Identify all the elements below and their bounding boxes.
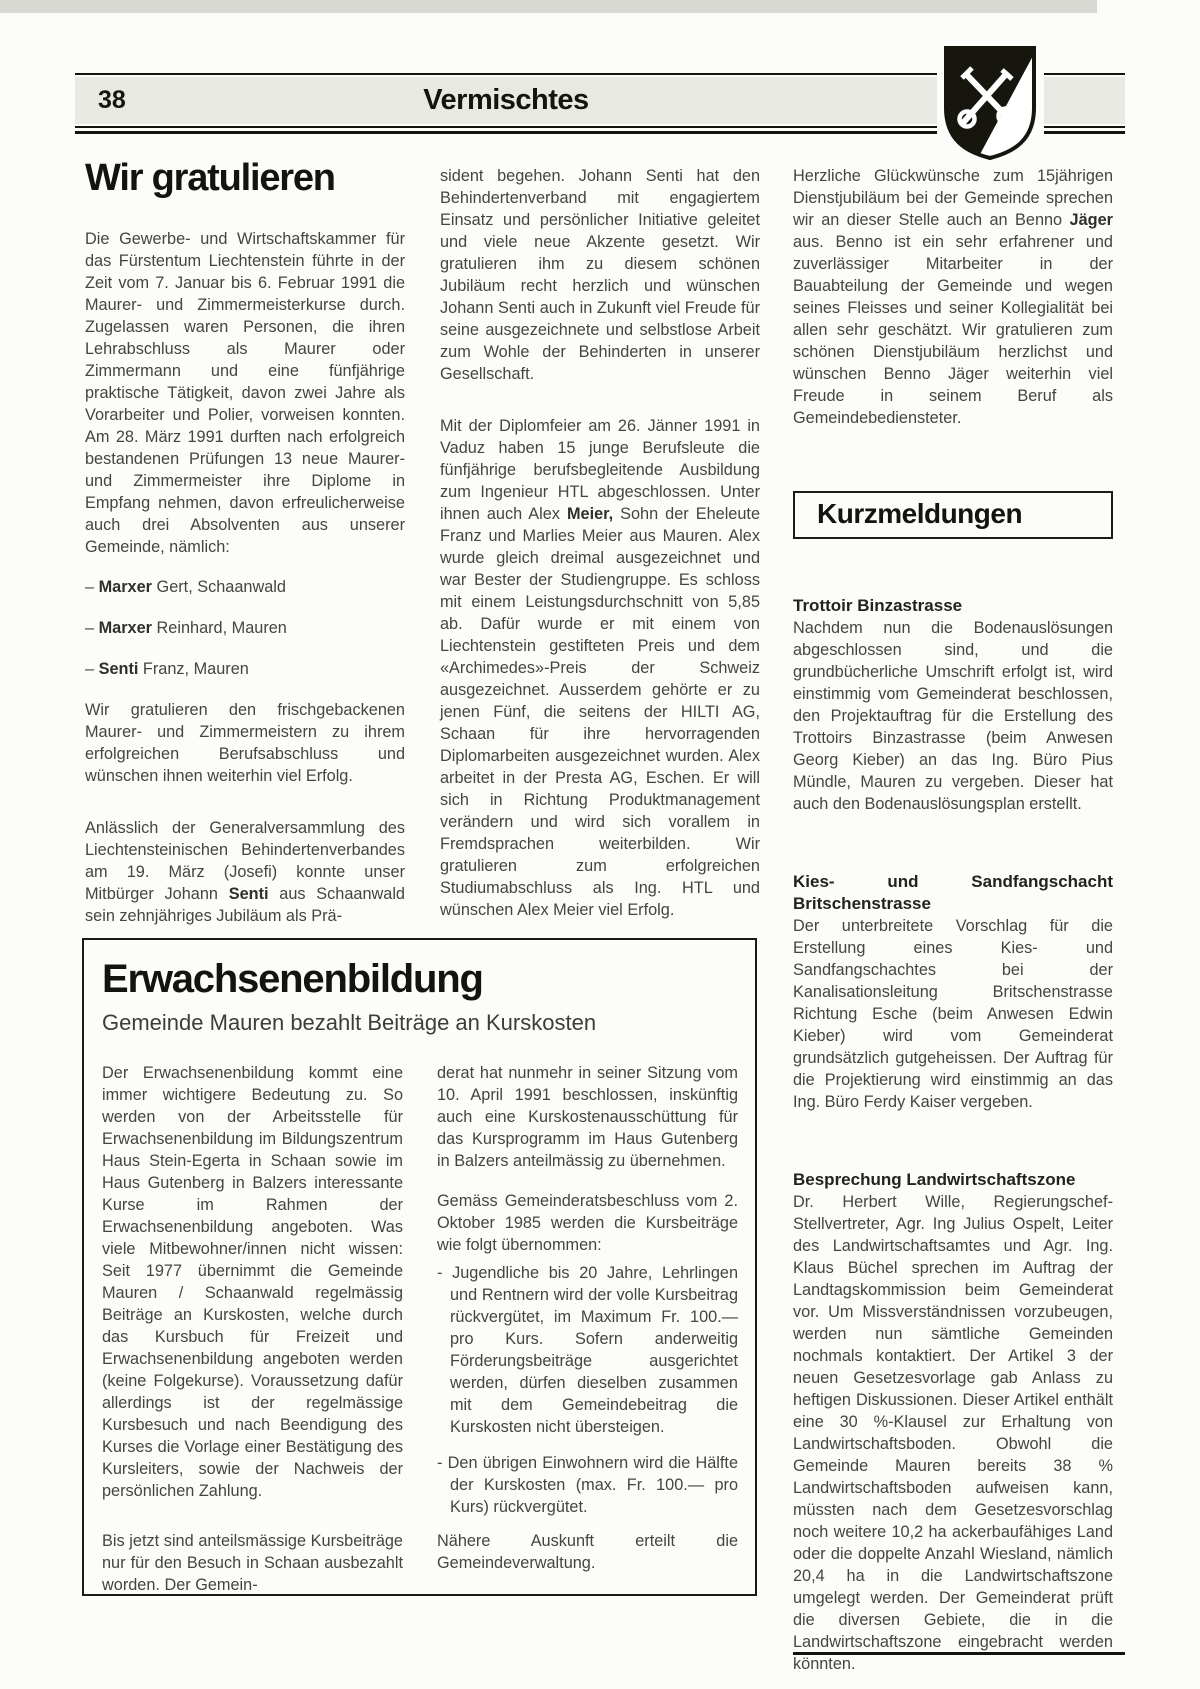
erwachsenenbildung-box	[82, 938, 757, 1596]
article-paragraph: Der Erwachsenenbildung kommt eine immer wichtigere Bedeutung zu. So werden von der Arbeitsstelle für Erwachsenenbildung im Bildungszentrum Haus Stein-Egerta in Schaan sowie im Haus Gutenberg in Balzers interessante Kurse im Rahmen der Erwachsenenbildung angeboten. Was viele Mitbewohner/innen nicht wissen: Seit 1977 übernimmt die Gemeinde Mauren / Schaanwald regelmässig Beiträge an Kurskosten, welche durch das Kursbuch für Freizeit und Erwachsenenbildung angeboten werden (keine Folgekurse). Voraussetzung dafür allerdings ist der regelmässige Kursbesuch und nach Beendigung des Kurses die Vorlage einer Bestätigung des Kursleiters, sowie der Nachweis der persönlichen Zahlung.	[102, 1064, 403, 1500]
article-paragraph: Herzliche Glückwünsche zum 15jährigen Dienstjubiläum bei der Gemeinde sprechen wir an dieser Stelle auch an Benno Jäger aus. Benno ist ein sehr erfahrener und zuverlässiger Mitarbeiter in der Bauabteilung der Gemeinde und wegen seines Fleisses und seiner Kollegialität bei allen sehr geschätzt. Wir gratulieren zum schönen Dienstjubiläum herzlichst und wünschen Benno Jäger weiterhin viel Freude in seinem Beruf als Gemeindebediensteter.	[793, 167, 1113, 427]
erwachsenenbildung-subtitle: Gemeinde Mauren bezahlt Beiträge an Kurskosten	[102, 1010, 597, 1035]
header-rule-bottom-thin-right	[1044, 126, 1125, 128]
bottom-rule	[793, 1652, 1125, 1655]
kurzmeldung-item	[793, 871, 1113, 1113]
header-rule-bottom-thick	[75, 131, 937, 134]
crossed-keys-shield-icon	[942, 44, 1038, 162]
kurzmeldung-heading: Trottoir Binzastrasse	[793, 596, 963, 615]
graduate-name: Marxer	[98, 619, 152, 637]
header-rule-bottom-thick-right	[1044, 131, 1125, 134]
erwachsenenbildung-title: Erwachsenenbildung	[102, 957, 483, 1001]
kurzmeldungen-title: Kurzmeldungen	[817, 498, 1023, 529]
column-2	[440, 165, 760, 921]
kurzmeldung-body: Nachdem nun die Bodenauslösungen abgeschlossen sind, und die grundbücherliche Umschrift erfolgt ist, wird einstimmig vom Gemeinderat beschlossen, den Projektauftrag für die Erstellung des Trottoirs Binzastrasse (beim Anwesen Georg Kieber) an das Ing. Büro Pius Mündle, Mauren zu vergeben. Dieser hat auch den Bodenauslösungsplan erstellt.	[793, 619, 1113, 813]
graduate-name: Senti	[98, 660, 139, 678]
graduate-rest: Reinhard, Mauren	[152, 619, 287, 637]
list-item: – Marxer Gert, Schaanwald	[85, 578, 286, 596]
article-paragraph: Bis jetzt sind anteilsmässige Kursbeiträge nur für den Besuch in Schaan ausbezahlt worden. Der Gemein-	[102, 1532, 403, 1594]
kurzmeldungen-box	[793, 491, 1113, 539]
kurzmeldung-heading: Besprechung Landwirtschaftszone	[793, 1170, 1076, 1189]
list-item: – Marxer Reinhard, Mauren	[85, 619, 287, 637]
article-paragraph: derat hat nunmehr in seiner Sitzung vom 10. April 1991 beschlossen, inskünftig auch eine Kurskostenausschüttung für das Kursprogramm im Haus Gutenberg in Balzers anteilmässig zu übernehmen.	[437, 1064, 738, 1170]
kurzmeldung-item	[793, 1169, 1113, 1675]
graduate-rest: Franz, Mauren	[138, 660, 249, 678]
list-item: - Jugendliche bis 20 Jahre, Lehrlingen und Rentnern wird der volle Kursbeitrag rückvergütet, im Maximum Fr. 100.— pro Kurs. Sofern anderweitig Förderungsbeiträge ausgerichtet werden, dürfen dieselben zusammen mit dem Gemeindebeitrag die Kurskosten nicht übersteigen.	[437, 1264, 738, 1436]
article-paragraph: Nähere Auskunft erteilt die Gemeindeverwaltung.	[437, 1532, 738, 1572]
bold-name: Senti	[228, 885, 269, 903]
graduate-name: Marxer	[98, 578, 152, 596]
kurzmeldung-item	[793, 595, 1113, 815]
graduates-list	[85, 576, 405, 680]
graduate-rest: Gert, Schaanwald	[152, 578, 286, 596]
article-paragraph: sident begehen. Johann Senti hat den Behindertenverband mit engagiertem Einsatz und persönlicher Initiative geleitet und viele neue Akzente gesetzt. Wir gratulieren ihm zu diesem schönen Jubiläum recht herzlich und wünschen Johann Senti auch in Zukunft viel Freude für seine ausgezeichnete und selbstlose Arbeit zum Wohle der Behinderten in unserer Gesellschaft.	[440, 167, 760, 383]
page-number: 38	[98, 86, 126, 114]
list-item: – Senti Franz, Mauren	[85, 660, 249, 678]
page-title: Vermischtes	[423, 84, 589, 116]
scan-edge-strip	[0, 0, 1097, 13]
header-rule-bottom-thin	[75, 126, 937, 128]
column-3	[793, 165, 1113, 1675]
article-paragraph: Anlässlich der Generalversammlung des Liechtensteinischen Behindertenverbandes am 19. März (Josefi) konnte unser Mitbürger Johann Senti aus Schaanwald sein zehnjähriges Jubiläum als Prä-	[85, 819, 405, 925]
list-item: - Den übrigen Einwohnern wird die Hälfte der Kurskosten (max. Fr. 100.— pro Kurs) rückvergütet.	[437, 1454, 738, 1516]
kurzmeldung-body: Der unterbreitete Vorschlag für die Erstellung eines Kies- und Sandfangschachtes bei der Kanalisationsleitung Britschenstrasse Richtung Esche (beim Anwesen Edwin Kieber) wird vom Gemeinderat grundsätzlich gutgeheissen. Der Auftrag für die Projektierung wird einstimmig an das Ing. Büro Ferdy Kaiser vergeben.	[793, 917, 1113, 1111]
article-paragraph: Die Gewerbe- und Wirtschaftskammer für das Fürstentum Liechtenstein führte in der Zeit vom 7. Januar bis 6. Februar 1991 die Maurer- und Zimmermeisterkurse durch. Zugelassen waren Personen, die ihren Lehrabschluss als Maurer oder Zimmermann und eine fünfjährige praktische Tätigkeit, davon zwei Jahre als Vorarbeiter und Polier, vorweisen konnten. Am 28. März 1991 durften nach erfolgreich bestandenen Prüfungen 13 neue Maurer- und Zimmermeister ihre Diplome in Empfang nehmen, davon erfreulicherweise auch drei Absolventen aus unserer Gemeinde, nämlich:	[85, 230, 405, 556]
article-paragraph: Gemäss Gemeinderatsbeschluss vom 2. Oktober 1985 werden die Kursbeiträge wie folgt übernommen:	[437, 1192, 738, 1254]
erwachsenenbildung-col-1	[102, 1062, 403, 1596]
article-paragraph: Mit der Diplomfeier am 26. Jänner 1991 in Vaduz haben 15 junge Berufsleute die fünfjährige berufsbegleitende Ausbildung zum Ingenieur HTL abgeschlossen. Unter ihnen auch Alex Meier, Sohn der Eheleute Franz und Marlies Meier aus Mauren. Alex wurde gleich dreimal ausgezeichnet und war Bester der Studiengruppe. Es schloss mit einem Leistungsdurchschnitt von 5,85 ab. Dafür wurde er mit einem von Liechtenstein gestifteten Preis und dem «Archimedes»-Preis der Schweiz ausgezeichnet. Ausserdem gehörte er zu jenen Fünf, die seitens der HILTI AG, Schaan für ihre hervorragenden Diplomarbeiten ausgezeichnet wurden. Alex arbeitet in der Presta AG, Eschen. Er will sich in Richtung Produktmanagement verändern und wird sich vorallem in Fremdsprachen weiterbilden. Wir gratulieren zum erfolgreichen Studiumabschluss als Ing. HTL und wünschen Alex Meier viel Erfolg.	[440, 417, 760, 919]
kurzmeldung-body: Dr. Herbert Wille, Regierungschef-Stellvertreter, Agr. Ing Julius Ospelt, Leiter des Landwirtschaftsamtes und Agr. Ing. Klaus Büchel sprechen im Auftrag der Landtagskommission beim Gemeinderat vor. Um Missverständnissen vorzubeugen, werden nun sämtliche Gemeinden nochmals kontaktiert. Der Artikel 3 der neuen Gesetzesvorlage gab Anlass zu heftigen Diskussionen. Dieser Artikel enthält eine 30 %-Klausel zur Erhaltung von Landwirtschaftsboden. Obwohl die Gemeinde Mauren bereits 38 % Landwirtschaftsboden aufweisen kann, müssten nach dem Gesetzesvorschlag noch weitere 10,2 ha ackerbaufähiges Land oder die doppelte Anzahl Wiesland, nämlich 20,4 ha in die Landwirtschaftszone umgelegt werden. Der Gemeinderat prüft die diversen Gebiete, die in die Landwirtschaftszone eingebracht werden könnten.	[793, 1193, 1113, 1673]
column-1	[85, 158, 405, 927]
article-paragraph: Wir gratulieren den frischgebackenen Maurer- und Zimmermeistern zu ihrem erfolgreichen Berufsabschluss und wünschen ihnen weiterhin viel Erfolg.	[85, 701, 405, 785]
bold-name: Meier,	[566, 505, 614, 523]
header-rule-top	[75, 73, 937, 75]
kurzmeldung-heading: Kies- und Sandfangschacht Britschenstrasse	[793, 872, 1113, 913]
article-title-wir-gratulieren: Wir gratulieren	[85, 157, 335, 199]
bold-name: Jäger	[1069, 211, 1113, 229]
header-rule-top-right	[1044, 73, 1125, 75]
erwachsenenbildung-columns	[102, 1062, 738, 1596]
erwachsenenbildung-col-2	[437, 1062, 738, 1596]
header-band-right	[1044, 77, 1125, 124]
municipality-shield-logo	[942, 44, 1038, 162]
